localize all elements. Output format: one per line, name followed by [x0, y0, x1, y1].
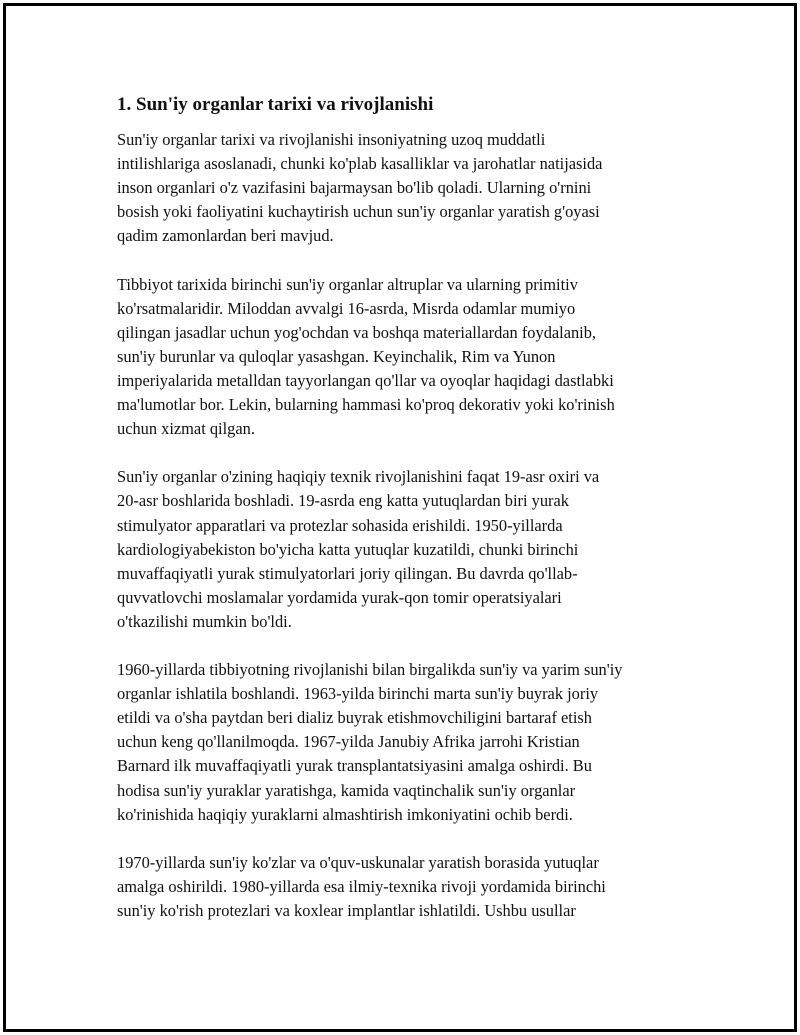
text-line: ma'lumotlar bor. Lekin, bularning hammasi ko'proq dekorativ yoki ko'rinish	[117, 395, 615, 415]
text-line: qilingan jasadlar uchun yog'ochdan va boshqa materiallardan foydalanib,	[117, 322, 597, 342]
text-line: stimulyator apparatlari va protezlar sohasida erishildi. 1950-yillarda	[117, 515, 563, 535]
paragraph	[117, 851, 697, 923]
paragraphs-container	[117, 128, 697, 923]
text-line: intilishlariga asoslanadi, chunki ko'plab kasalliklar va jarohatlar natijasida	[117, 154, 603, 174]
paragraph	[117, 465, 697, 634]
document-body	[117, 92, 697, 947]
text-line: o'tkazilishi mumkin bo'ldi.	[117, 611, 292, 631]
text-line: 1960-yillarda tibbiyotning rivojlanishi bilan birgalikda sun'iy va yarim sun'iy	[117, 660, 623, 680]
text-line: muvaffaqiyatli yurak stimulyatorlari joriy qilingan. Bu davrda qo'llab-	[117, 563, 578, 583]
text-line: 1970-yillarda sun'iy ko'zlar va o'quv-uskunalar yaratish borasida yutuqlar	[117, 852, 599, 872]
text-line: uchun keng qo'llanilmoqda. 1967-yilda Janubiy Afrika jarrohi Kristian	[117, 732, 580, 752]
text-line: imperiyalarida metalldan tayyorlangan qo'llar va oyoqlar haqidagi dastlabki	[117, 370, 614, 390]
text-line: Sun'iy organlar tarixi va rivojlanishi insoniyatning uzoq muddatli	[117, 130, 546, 149]
text-line: ko'rinishida haqiqiy yuraklarni almashtirish imkoniyatini ochib berdi.	[117, 804, 573, 824]
paragraph	[117, 128, 697, 248]
text-line: inson organlari o'z vazifasini bajarmaysan bo'lib qoladi. Ularning o'rnini	[117, 178, 592, 198]
text-line: quvvatlovchi moslamalar yordamida yurak-qon tomir operatsiyalari	[117, 587, 562, 607]
text-line: kardiologiyabekiston bo'yicha katta yutuqlar kuzatildi, chunki birinchi	[117, 539, 579, 559]
text-line: 20-asr boshlarida boshladi. 19-asrda eng katta yutuqlardan biri yurak	[117, 491, 569, 511]
text-line: sun'iy burunlar va quloqlar yasashgan. Keyinchalik, Rim va Yunon	[117, 346, 556, 366]
text-line: Barnard ilk muvaffaqiyatli yurak transplantatsiyasini amalga oshirdi. Bu	[117, 756, 592, 776]
text-line: amalga oshirildi. 1980-yillarda esa ilmiy-texnika rivoji yordamida birinchi	[117, 876, 606, 896]
text-line: qadim zamonlardan beri mavjud.	[117, 226, 334, 246]
text-line: sun'iy ko'rish protezlari va koxlear implantlar ishlatildi. Ushbu usullar	[117, 901, 576, 920]
text-line: uchun xizmat qilgan.	[117, 419, 255, 439]
text-line: hodisa sun'iy yuraklar yaratishga, kamida vaqtinchalik sun'iy organlar	[117, 780, 576, 800]
text-line: etildi va o'sha paytdan beri dializ buyrak etishmovchiligini bartaraf etish	[117, 708, 592, 728]
text-line: Tibbiyot tarixida birinchi sun'iy organlar altruplar va ularning primitiv	[117, 274, 578, 294]
text-line: ko'rsatmalaridir. Miloddan avvalgi 16-asrda, Misrda odamlar mumiyo	[117, 298, 576, 318]
text-line: organlar ishlatila boshlandi. 1963-yilda birinchi marta sun'iy buyrak joriy	[117, 684, 599, 704]
paragraph	[117, 273, 697, 442]
text-line: Sun'iy organlar o'zining haqiqiy texnik rivojlanishini faqat 19-asr oxiri va	[117, 467, 600, 487]
text-line: bosish yoki faoliyatini kuchaytirish uchun sun'iy organlar yaratish g'oyasi	[117, 202, 600, 222]
section-heading: 1. Sun'iy organlar tarixi va rivojlanishi	[117, 94, 434, 115]
paragraph	[117, 658, 697, 827]
